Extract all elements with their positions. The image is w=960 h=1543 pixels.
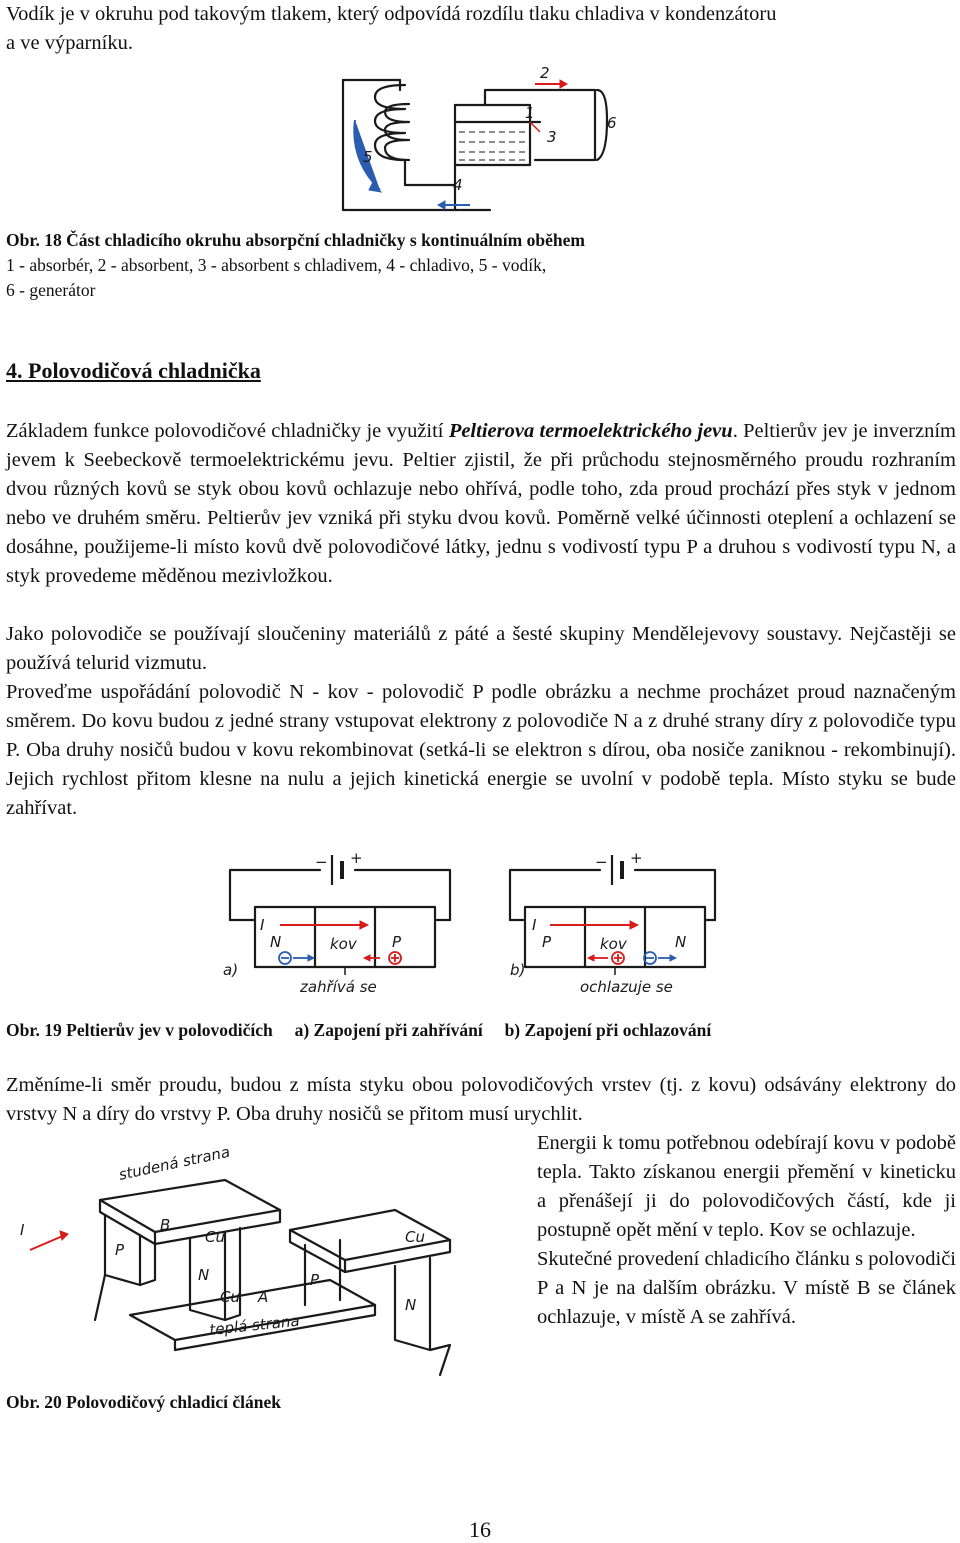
label-4: 4 bbox=[453, 176, 463, 194]
cu-label-2: Cu bbox=[220, 1288, 240, 1306]
intro-line-1: Vodík je v okruhu pod takovým tlakem, který odpovídá rozdílu tlaku chladiva v kondenzátoru bbox=[6, 3, 777, 25]
label-5: 5 bbox=[363, 148, 373, 166]
current-label-b: I bbox=[532, 916, 537, 934]
n-mid-label: N bbox=[198, 1266, 210, 1284]
point-b-label: B bbox=[160, 1216, 171, 1234]
peltier-circuits-diagram bbox=[220, 845, 720, 1005]
right-paragraph-2: Skutečné provedení chladicího článku s polovodiči P a N je na dalším obrázku. V místě B se článek ochlazuje, v místě A se zahřívá. bbox=[537, 1248, 956, 1328]
fig18-caption-line-1: Obr. 18 Část chladicího okruhu absorpční chladničky s kontinuálním oběhem bbox=[6, 230, 585, 250]
n-right-label: N bbox=[405, 1296, 417, 1314]
material-left-b: P bbox=[542, 933, 552, 951]
note-a: zahřívá se bbox=[300, 978, 377, 996]
p1-text-b: . Peltierův jev je inverzním jevem k Seebeckově termoelektrickému jevu. Peltier zjistil, že při průchodu stejnosměrného proudu rozhraním dvou různých kovů se styk obou kovů ochlazuje nebo ohřívá, podle toho, zda proud prochází přes styk v jednom nebo ve druhém směru. Peltierův jev vzniká při styku dvou kovů. Poměrně velké účinnosti oteplení a ochlazení se dosáhne, použijeme-li místo kovů dvě polovodičové látky, jednu s vodivostí typu P a druhou s vodivostí typu N, a styk provedeme měděnou mezivložkou. bbox=[6, 420, 956, 587]
p-left-label: P bbox=[115, 1241, 125, 1259]
material-right-b: N bbox=[675, 933, 687, 951]
battery-minus-b: − bbox=[595, 853, 608, 871]
p1-text-a: Základem funkce polovodičové chladničky je využití bbox=[6, 420, 449, 442]
paragraph-arrangement: Proveďme uspořádání polovodič N - kov - polovodič P podle obrázku a nechme procházet proud naznačeným směrem. Do kovu budou z jedné strany vstupovat elektrony z polovodiče N a z druhé strany díry z polovodiče typu P. Oba druhy nosičů budou v kovu rekombinovat (setká-li se elektron s dírou, oba nosiče zaniknou - rekombinují). Jejich rychlost přitom klesne na nulu a jejich kinetická energie se uvolní v podobě tepla. Místo styku se bude zahřívat. bbox=[6, 681, 956, 819]
note-b: ochlazuje se bbox=[580, 978, 673, 996]
circuit-a bbox=[223, 849, 450, 996]
battery-minus-a: − bbox=[315, 853, 328, 871]
label-2: 2 bbox=[540, 64, 550, 82]
fig18-caption bbox=[6, 228, 766, 303]
paragraph-materials: Jako polovodiče se používají sloučeniny materiálů z páté a šesté skupiny Mendělejevovy soustavy. Nejčastěji se používá telurid vizmutu. bbox=[6, 623, 956, 674]
battery-plus-b: + bbox=[630, 849, 643, 867]
fig18-caption-line-3: 6 - generátor bbox=[6, 280, 96, 300]
tag-b: b) bbox=[510, 961, 526, 979]
p1-emphasis: Peltierova termoelektrického jevu bbox=[448, 420, 733, 442]
intro-text bbox=[6, 0, 956, 58]
fig19-caption: Obr. 19 Peltierův jev v polovodičích a) Zapojení při zahřívání b) Zapojení při ochlazování bbox=[6, 1020, 712, 1040]
fig18-caption-line-2: 1 - absorbér, 2 - absorbent, 3 - absorbent s chladivem, 4 - chladivo, 5 - vodík, bbox=[6, 255, 547, 275]
cold-side-label: studená strana bbox=[117, 1142, 232, 1184]
material-left-a: N bbox=[270, 933, 282, 951]
cu-label-1: Cu bbox=[205, 1228, 225, 1246]
cu-label-3: Cu bbox=[405, 1228, 425, 1246]
material-mid-a: kov bbox=[330, 935, 357, 953]
material-right-a: P bbox=[392, 933, 402, 951]
label-1: 1 bbox=[525, 104, 535, 122]
absorption-circuit-diagram bbox=[335, 60, 625, 220]
material-mid-b: kov bbox=[600, 935, 627, 953]
circuit-b bbox=[510, 849, 715, 996]
paragraph-reverse: Změníme-li směr proudu, budou z místa styku obou polovodičových vrstev (tj. z kovu) odsávány elektrony do vrstvy N a díry do vrstvy P. Oba druhy nosičů se přitom musí urychlit. bbox=[6, 1074, 956, 1125]
battery-plus-a: + bbox=[350, 849, 363, 867]
thermoelectric-cell-diagram bbox=[10, 1140, 530, 1390]
fig20-caption: Obr. 20 Polovodičový chladicí článek bbox=[6, 1392, 281, 1412]
label-3: 3 bbox=[547, 128, 557, 146]
intro-line-2: a ve výparníku. bbox=[6, 32, 133, 54]
tag-a: a) bbox=[223, 961, 239, 979]
hot-side-label: teplá strana bbox=[208, 1311, 301, 1339]
current-label: I bbox=[20, 1221, 25, 1239]
point-a-label: A bbox=[258, 1288, 269, 1306]
label-6: 6 bbox=[607, 114, 617, 132]
section-heading: 4. Polovodičová chladnička bbox=[6, 358, 261, 383]
paragraph-peltier bbox=[6, 417, 956, 591]
page-number: 16 bbox=[469, 1517, 491, 1542]
p-right-label: P bbox=[310, 1271, 320, 1289]
right-paragraph-1: Energii k tomu potřebnou odebírají kovu v podobě tepla. Takto získanou energii přemění v kineticku a přenášejí ji do polovodičových částí, kde ji postupně opět mění v teplo. Kov se ochlazuje. bbox=[537, 1132, 956, 1241]
current-label-a: I bbox=[260, 916, 265, 934]
right-column-text bbox=[537, 1129, 956, 1332]
